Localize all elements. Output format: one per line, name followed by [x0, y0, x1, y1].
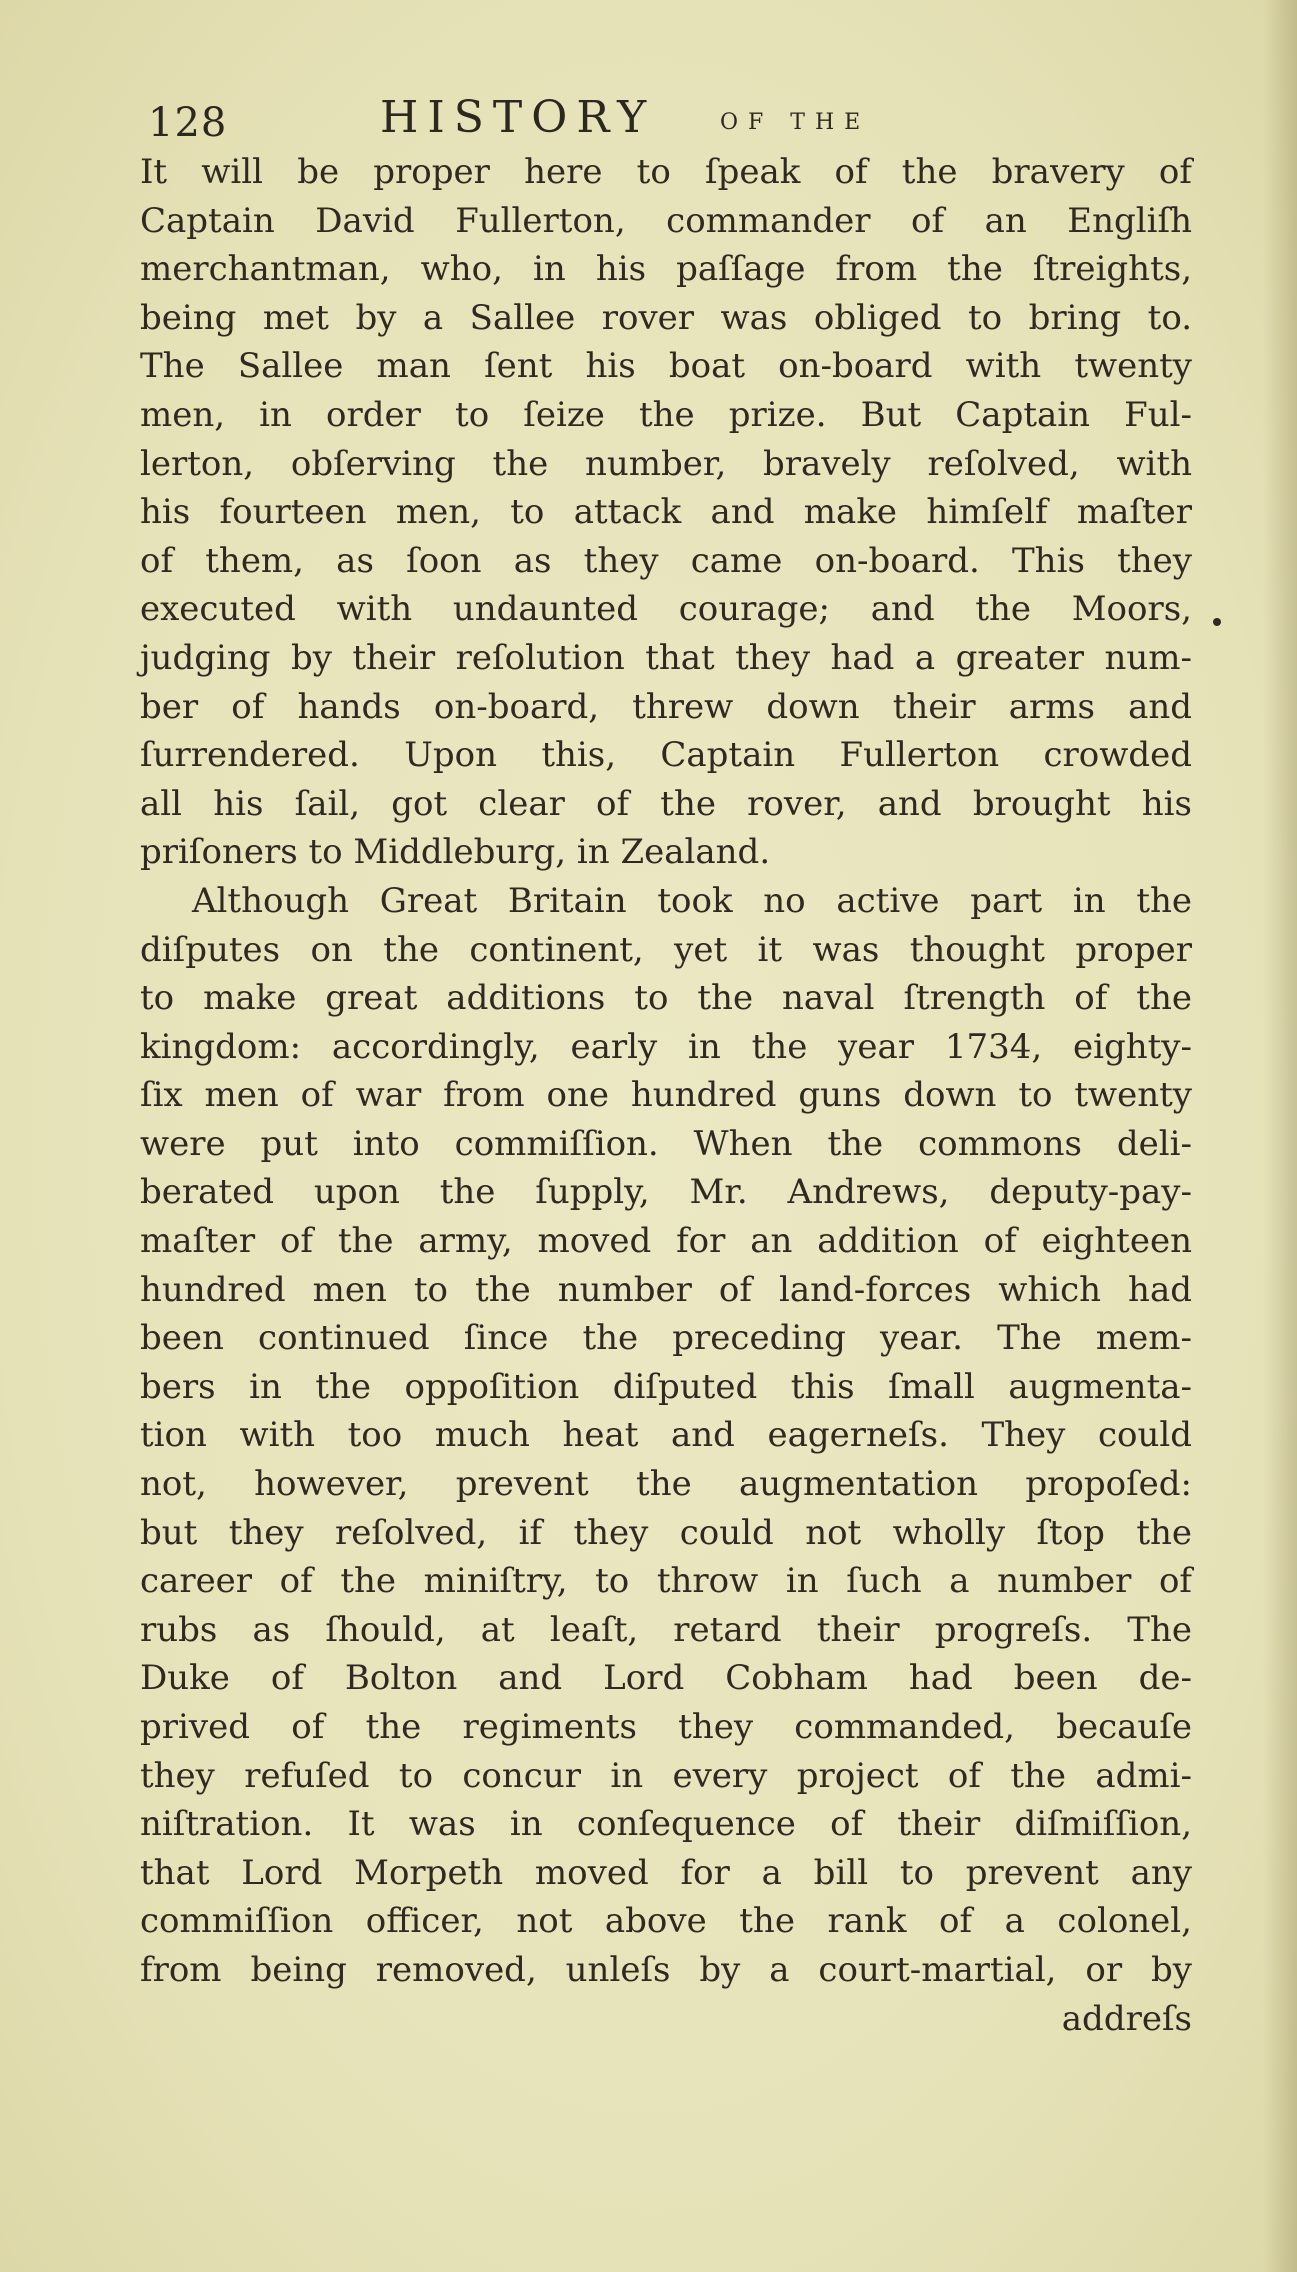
text-line: It will be proper here to ſpeak of the bravery of — [140, 152, 1192, 192]
text-line: from being removed, unleſs by a court-martial, or by — [140, 1949, 1192, 1990]
text-line: judging by their reſolution that they had a greater num- — [140, 637, 1192, 678]
text-line: rubs as ſhould, at leaſt, retard their progreſs. The — [140, 1609, 1192, 1650]
text-line: maſter of the army, moved for an addition of eighteen — [140, 1221, 1192, 1262]
text-line: that Lord Morpeth moved for a bill to prevent any — [140, 1852, 1192, 1893]
text-line: niſtration. It was in conſequence of their diſmiſſion, — [140, 1804, 1192, 1845]
page-number: 128 — [148, 100, 228, 146]
text-line: not, however, prevent the augmentation propoſed: — [140, 1464, 1192, 1505]
text-line: prived of the regiments they commanded, becauſe — [140, 1707, 1192, 1747]
text-line: executed with undaunted courage; and the Moors, — [140, 589, 1192, 630]
text-line: commiſſion officer, not above the rank of a colonel, — [140, 1901, 1192, 1942]
text-line: bers in the oppoſition diſputed this ſmall augmenta- — [140, 1366, 1192, 1407]
page-edge-shadow — [1263, 0, 1297, 2272]
text-line: hundred men to the number of land-forces which had — [140, 1269, 1192, 1310]
text-line: Captain David Fullerton, commander of an Engliſh — [140, 200, 1192, 241]
text-line: ſix men of war from one hundred guns down to twenty — [140, 1075, 1192, 1116]
text-line: been continued ſince the preceding year. The mem- — [140, 1318, 1192, 1359]
paragraph-last-line: priſoners to Middleburg, in Zealand. — [140, 832, 771, 873]
running-title-small-caps: OF THE — [720, 110, 871, 135]
text-line: diſputes on the continent, yet it was thought proper — [140, 929, 1192, 970]
text-line: Duke of Bolton and Lord Cobham had been de- — [140, 1658, 1192, 1699]
text-line: merchantman, who, in his paſſage from the ſtreights, — [140, 249, 1192, 290]
text-line: to make great additions to the naval ſtrength of the — [140, 978, 1192, 1019]
paragraph-first-line: Although Great Britain took no active part in the — [192, 880, 1192, 921]
text-line: all his ſail, got clear of the rover, and brought his — [140, 783, 1192, 824]
text-line: tion with too much heat and eagerneſs. They could — [140, 1415, 1192, 1456]
text-line: kingdom: accordingly, early in the year 1734, eighty- — [140, 1026, 1192, 1067]
text-line: ſurrendered. Upon this, Captain Fullerton crowded — [140, 735, 1192, 776]
text-line: were put into commiſſion. When the commons deli- — [140, 1123, 1192, 1164]
text-line: berated upon the ſupply, Mr. Andrews, deputy-pay- — [140, 1172, 1192, 1213]
running-title: HISTORY — [380, 92, 656, 143]
text-line: of them, as ſoon as they came on-board. This they — [140, 540, 1192, 581]
text-line: men, in order to ſeize the prize. But Captain Ful- — [140, 394, 1192, 435]
body-text — [140, 148, 1192, 2043]
text-line: career of the miniſtry, to throw in ſuch a number of — [140, 1561, 1192, 1602]
text-line: they refuſed to concur in every project of the admi- — [140, 1755, 1192, 1796]
running-header — [148, 92, 968, 148]
text-line: ber of hands on-board, threw down their arms and — [140, 686, 1192, 727]
catchword: addreſs — [1061, 1998, 1192, 2039]
text-line: his fourteen men, to attack and make himſelf maſter — [140, 492, 1192, 533]
text-line: The Sallee man ſent his boat on-board with twenty — [140, 346, 1192, 387]
text-line: being met by a Sallee rover was obliged to bring to. — [140, 297, 1192, 338]
text-line: but they reſolved, if they could not wholly ſtop the — [140, 1512, 1192, 1553]
text-line: lerton, obſerving the number, bravely reſolved, with — [140, 443, 1192, 484]
margin-mark — [1213, 618, 1221, 626]
